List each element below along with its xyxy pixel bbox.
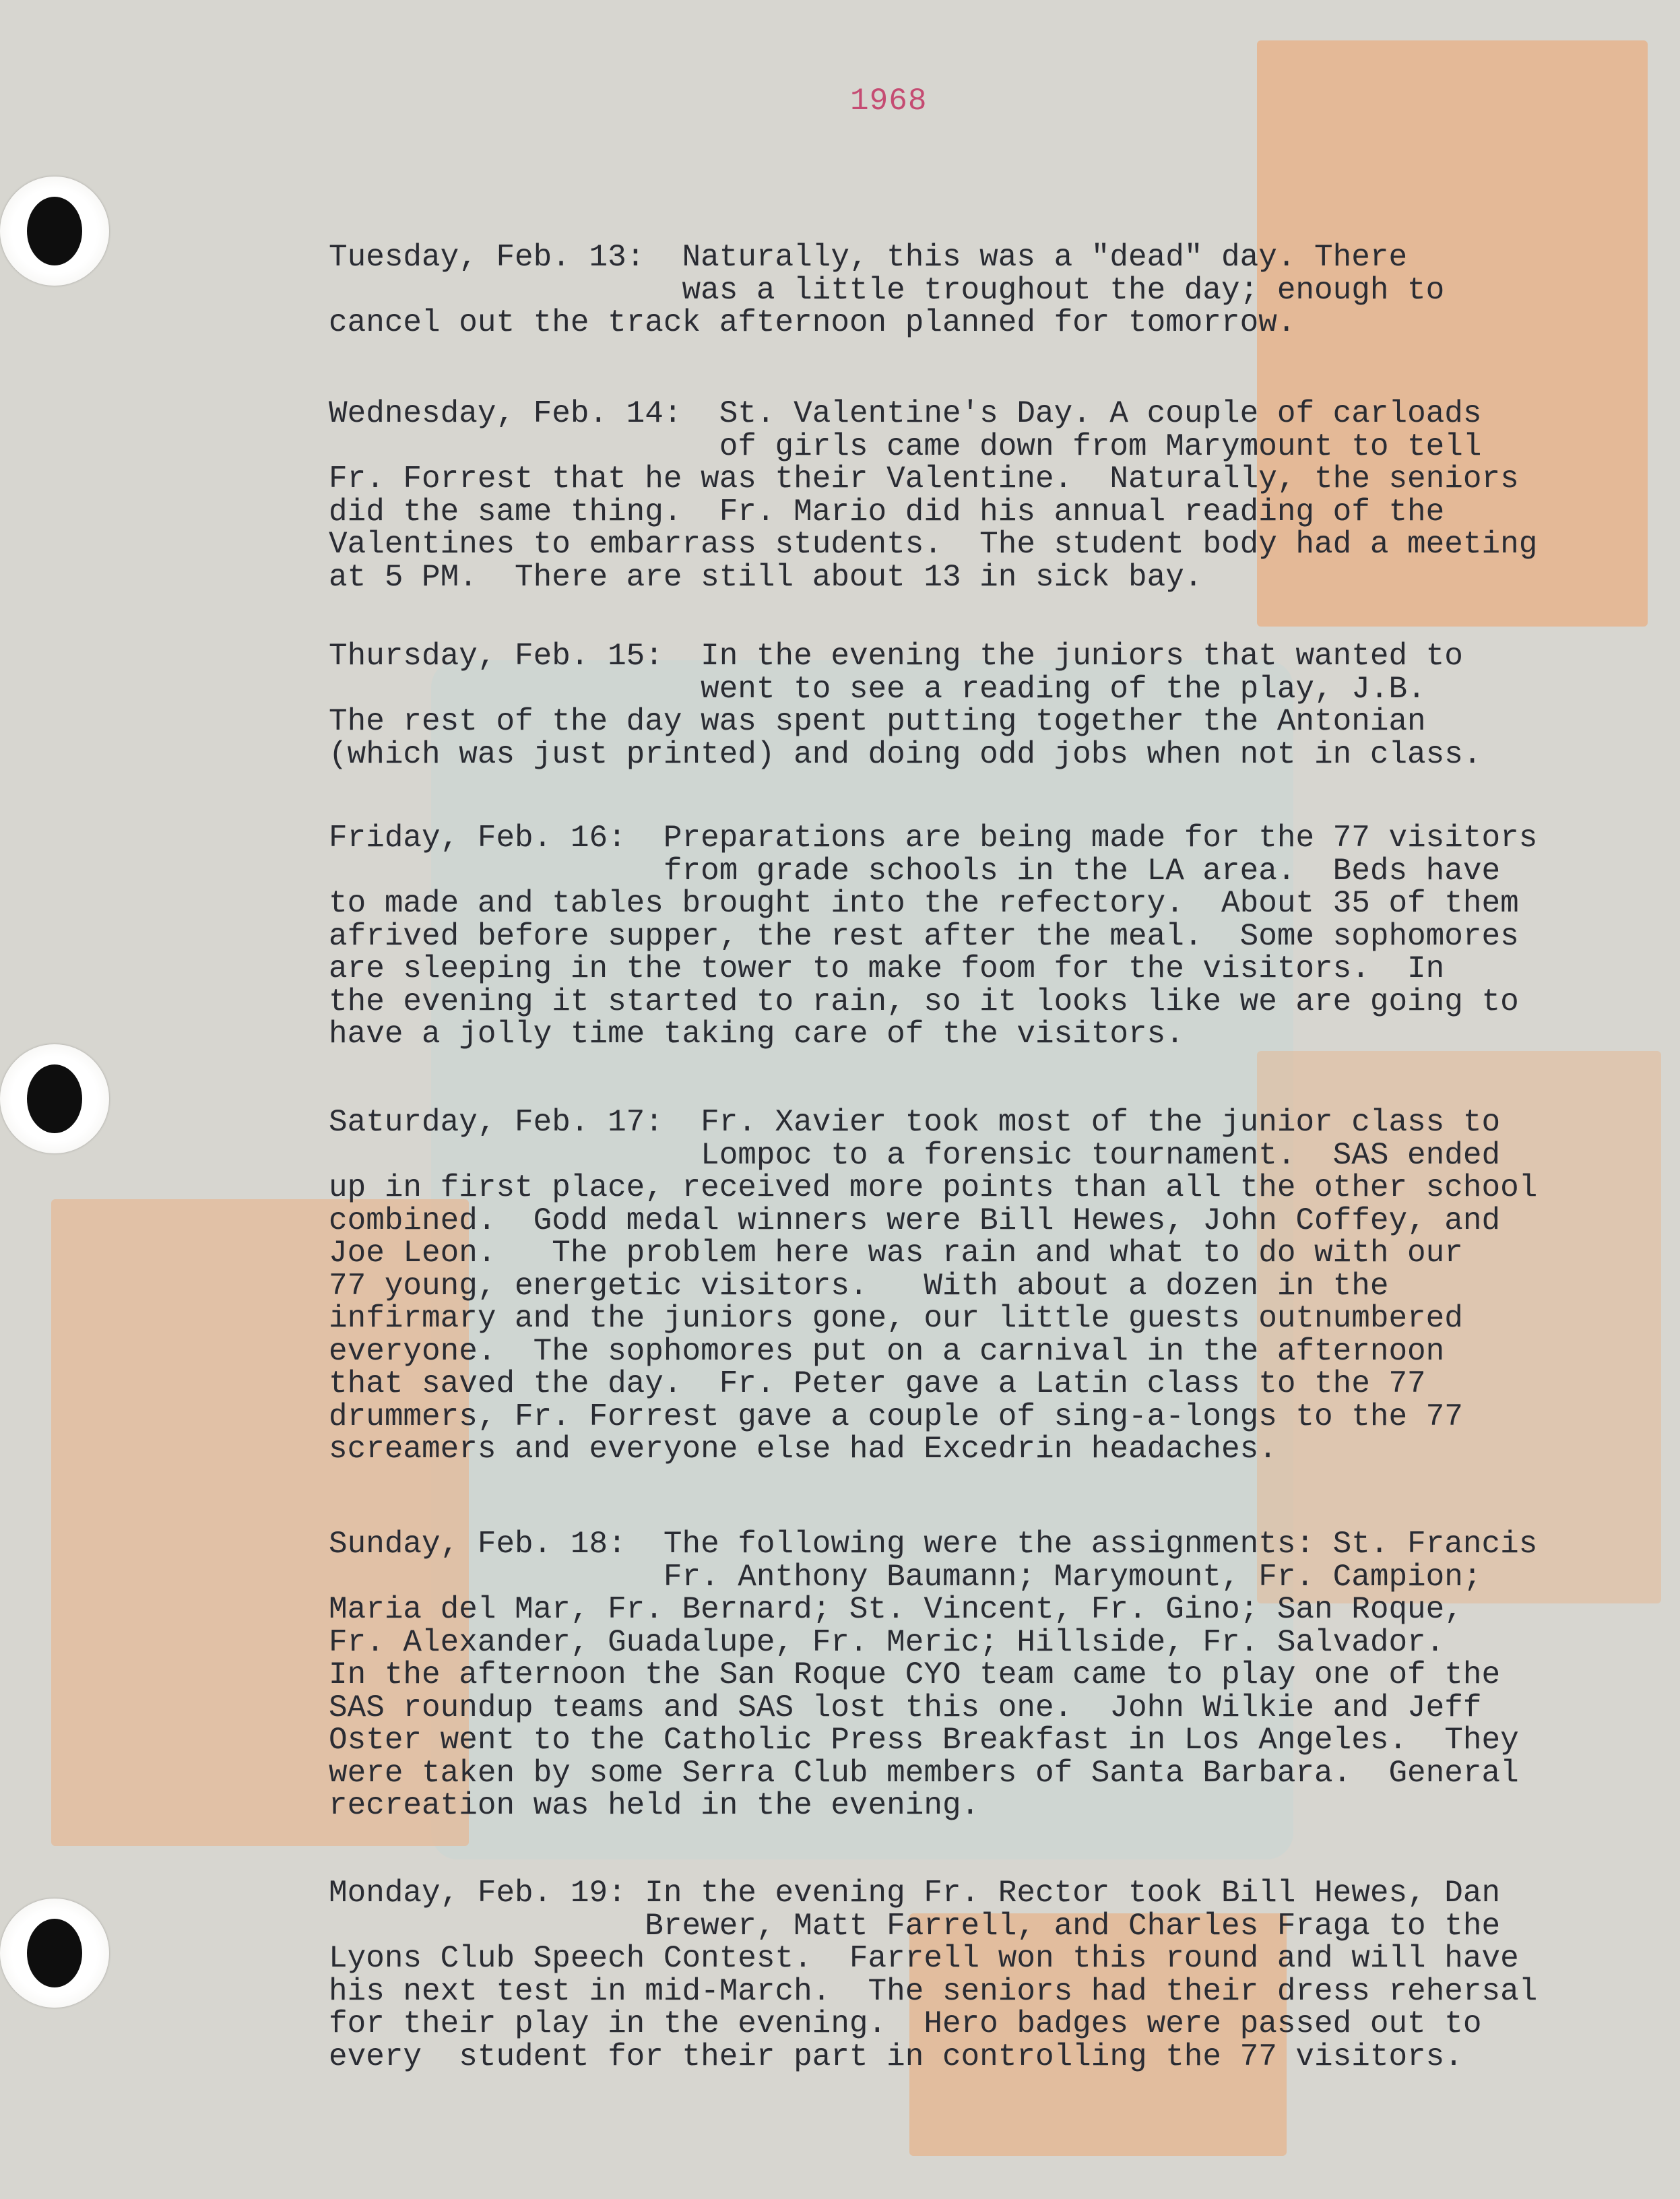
entry-text-line: In the evening Fr. Rector took Bill Hewes, Dan [645,1876,1501,1911]
entry-text-line: of girls came down from Marymount to tell [329,428,1482,464]
entry-text-line: everyone. The sophomores put on a carnival in the afternoon [329,1333,1445,1369]
entry-text-line: In the afternoon the San Roque CYO team came to play one of the [329,1657,1501,1692]
journal-entry-feb-13 [329,241,1676,340]
entry-date-label: Wednesday, Feb. 14: [329,396,682,431]
journal-entry-feb-18 [329,1528,1676,1822]
entry-text-line: Joe Leon. The problem here was rain and what to do with our [329,1236,1463,1271]
entry-text-line: drummers, Fr. Forrest gave a couple of sing-a-longs to the 77 [329,1399,1463,1434]
entry-text-line: In the evening the juniors that wanted to [701,639,1463,674]
entry-text-line: Fr. Alexander, Guadalupe, Fr. Meric; Hillside, Fr. Salvador. [329,1624,1445,1660]
entry-date-label: Thursday, Feb. 15: [329,639,664,674]
entry-text-line: did the same thing. Fr. Mario did his annual reading of the [329,494,1445,530]
entry-text-line: The following were the assignments: St. Francis [663,1527,1538,1562]
entry-text-line: Fr. Xavier took most of the junior class to [701,1105,1501,1140]
entry-text-line: (which was just printed) and doing odd jobs when not in class. [329,736,1482,772]
entry-text-line: St. Valentine's Day. A couple of carloads [719,396,1482,431]
entry-text-line: went to see a reading of the play, J.B. [329,671,1426,707]
entry-date-label: Tuesday, Feb. 13: [329,240,645,275]
entry-text-line: afrived before supper, the rest after the meal. Some sophomores [329,918,1519,954]
entry-text-line: Fr. Anthony Baumann; Marymount, Fr. Campion; [329,1559,1482,1595]
entry-date-label: Friday, Feb. 16: [329,821,626,856]
entry-text-line: the evening it started to rain, so it looks like we are going to [329,984,1519,1019]
entry-text-line: up in first place, received more points than all the other school [329,1170,1538,1205]
entry-text-line: infirmary and the juniors gone, our little guests outnumbered [329,1301,1463,1336]
binder-hole-top [0,177,109,286]
entry-text-line: Lompoc to a forensic tournament. SAS ended [329,1137,1501,1173]
entry-text-line: that saved the day. Fr. Peter gave a Latin class to the 77 [329,1366,1426,1401]
entry-text-line: from grade schools in the LA area. Beds have [329,853,1501,889]
entry-text-line: was a little troughout the day; enough to [329,272,1445,308]
entry-text-line: The rest of the day was spent putting together the Antonian [329,704,1426,739]
entry-date-label: Monday, Feb. 19: [329,1876,626,1911]
entry-text-line: are sleeping in the tower to make foom for the visitors. In [329,951,1445,986]
entry-text-line: Naturally, this was a "dead" day. There [682,240,1408,275]
binder-hole-bottom [0,1899,109,2008]
entry-text-line: 77 young, energetic visitors. With about a dozen in the [329,1268,1389,1304]
entry-date-label: Sunday, Feb. 18: [329,1527,626,1562]
entry-text-line: Brewer, Matt Farrell, and Charles Fraga to the [329,1908,1501,1944]
entry-text-line: were taken by some Serra Club members of Santa Barbara. General [329,1755,1519,1791]
entry-text-line: SAS roundup teams and SAS lost this one. John Wilkie and Jeff [329,1690,1482,1725]
entry-text-line: at 5 PM. There are still about 13 in sick bay. [329,559,1203,595]
entry-text-line: recreation was held in the evening. [329,1788,980,1823]
journal-entry-feb-17 [329,1106,1676,1466]
entry-date-label: Saturday, Feb. 17: [329,1105,664,1140]
page-year: 1968 [850,84,928,119]
entry-text-line: his next test in mid-March. The seniors had their dress rehersal [329,1973,1538,2009]
entry-text-line: Fr. Forrest that he was their Valentine. Naturally, the seniors [329,461,1519,497]
entry-text-line: Oster went to the Catholic Press Breakfast in Los Angeles. They [329,1723,1519,1758]
entry-text-line: cancel out the track afternoon planned for tomorrow. [329,305,1296,340]
entry-text-line: combined. Godd medal winners were Bill Hewes, John Coffey, and [329,1203,1501,1238]
entry-text-line: have a jolly time taking care of the visitors. [329,1017,1184,1052]
entry-text-line: to made and tables brought into the refectory. About 35 of them [329,886,1519,921]
journal-entry-feb-15 [329,640,1676,771]
entry-text-line: for their play in the evening. Hero badges were passed out to [329,2006,1482,2041]
entry-text-line: every student for their part in controlling the 77 visitors. [329,2039,1463,2074]
entry-text-line: screamers and everyone else had Excedrin headaches. [329,1432,1277,1467]
entry-text-line: Preparations are being made for the 77 visitors [663,821,1538,856]
journal-entry-feb-19 [329,1877,1676,2073]
journal-entry-feb-14 [329,397,1676,594]
binder-hole-middle [0,1044,109,1153]
entry-text-line: Lyons Club Speech Contest. Farrell won this round and will have [329,1941,1519,1976]
journal-entry-feb-16 [329,822,1676,1051]
entry-text-line: Maria del Mar, Fr. Bernard; St. Vincent, Fr. Gino; San Roque, [329,1592,1463,1627]
entry-text-line: Valentines to embarrass students. The student body had a meeting [329,527,1538,562]
